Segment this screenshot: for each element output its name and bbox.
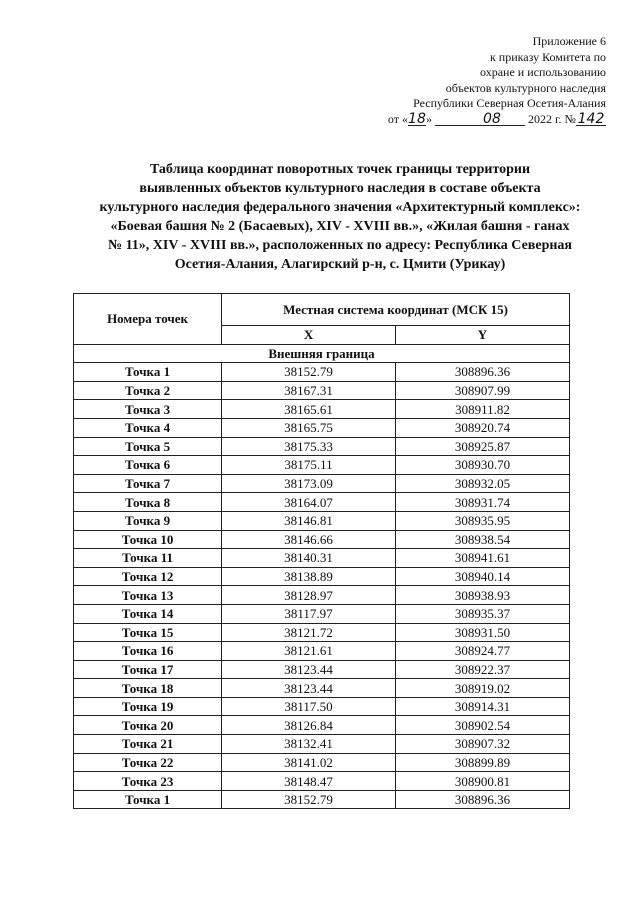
point-name-cell: Точка 12 bbox=[74, 567, 222, 586]
x-coordinate-cell: 38121.72 bbox=[222, 623, 396, 642]
point-name-cell: Точка 18 bbox=[74, 679, 222, 698]
order-date-mid: » bbox=[425, 111, 432, 126]
table-row bbox=[74, 753, 570, 772]
x-coordinate-cell: 38146.81 bbox=[222, 511, 396, 530]
republic-name-line: Республики Северная Осетия-Алания bbox=[413, 96, 606, 110]
x-coordinate-cell: 38123.44 bbox=[222, 660, 396, 679]
table-row bbox=[74, 604, 570, 623]
y-coordinate-cell: 308896.36 bbox=[396, 790, 570, 809]
x-coordinate-cell: 38138.89 bbox=[222, 567, 396, 586]
x-coordinate-cell: 38164.07 bbox=[222, 493, 396, 512]
point-name-cell: Точка 15 bbox=[74, 623, 222, 642]
table-row bbox=[74, 716, 570, 735]
point-name-cell: Точка 17 bbox=[74, 660, 222, 679]
x-column-header: X bbox=[222, 326, 396, 345]
y-coordinate-cell: 308932.05 bbox=[396, 474, 570, 493]
table-row bbox=[74, 697, 570, 716]
order-number: 142 bbox=[577, 110, 605, 127]
x-coordinate-cell: 38148.47 bbox=[222, 772, 396, 791]
x-coordinate-cell: 38165.61 bbox=[222, 400, 396, 419]
table-row bbox=[74, 511, 570, 530]
table-row bbox=[74, 642, 570, 661]
x-coordinate-cell: 38152.79 bbox=[222, 363, 396, 382]
point-name-cell: Точка 6 bbox=[74, 456, 222, 475]
y-coordinate-cell: 308930.70 bbox=[396, 456, 570, 475]
x-coordinate-cell: 38128.97 bbox=[222, 586, 396, 605]
point-name-cell: Точка 11 bbox=[74, 549, 222, 568]
table-row bbox=[74, 660, 570, 679]
document-header bbox=[326, 34, 606, 127]
order-day: 18 bbox=[408, 110, 426, 127]
point-name-cell: Точка 4 bbox=[74, 418, 222, 437]
point-name-cell: Точка 22 bbox=[74, 753, 222, 772]
point-name-cell: Точка 13 bbox=[74, 586, 222, 605]
y-coordinate-cell: 308924.77 bbox=[396, 642, 570, 661]
y-coordinate-cell: 308907.32 bbox=[396, 735, 570, 754]
x-coordinate-cell: 38146.66 bbox=[222, 530, 396, 549]
x-coordinate-cell: 38117.50 bbox=[222, 697, 396, 716]
order-date-prefix: от « bbox=[387, 111, 408, 126]
y-coordinate-cell: 308925.87 bbox=[396, 437, 570, 456]
y-coordinate-cell: 308919.02 bbox=[396, 679, 570, 698]
order-reference-line: к приказу Комитета по bbox=[489, 49, 606, 64]
x-coordinate-cell: 38175.33 bbox=[222, 437, 396, 456]
table-row bbox=[74, 586, 570, 605]
x-coordinate-cell: 38123.44 bbox=[222, 679, 396, 698]
table-row bbox=[74, 437, 570, 456]
table-row bbox=[74, 623, 570, 642]
y-coordinate-cell: 308941.61 bbox=[396, 549, 570, 568]
x-coordinate-cell: 38117.97 bbox=[222, 604, 396, 623]
title-line-2: выявленных объектов культурного наследия в составе объекта bbox=[139, 181, 541, 196]
heritage-objects-line: объектов культурного наследия bbox=[445, 80, 606, 95]
x-coordinate-cell: 38152.79 bbox=[222, 790, 396, 809]
point-name-cell: Точка 9 bbox=[74, 511, 222, 530]
point-name-cell: Точка 19 bbox=[74, 697, 222, 716]
point-name-cell: Точка 10 bbox=[74, 530, 222, 549]
title-line-1: Таблица координат поворотных точек границы территории bbox=[149, 162, 531, 177]
title-line-4: «Боевая башня № 2 (Басаевых), XIV - XVIII вв.», «Жилая башня - ганах bbox=[110, 219, 570, 234]
point-name-cell: Точка 21 bbox=[74, 735, 222, 754]
order-year-text: 2022 г. № bbox=[527, 111, 576, 126]
y-coordinate-cell: 308935.95 bbox=[396, 511, 570, 530]
table-row bbox=[74, 363, 570, 382]
y-coordinate-cell: 308920.74 bbox=[396, 418, 570, 437]
table-row bbox=[74, 790, 570, 809]
x-coordinate-cell: 38173.09 bbox=[222, 474, 396, 493]
point-name-cell: Точка 2 bbox=[74, 381, 222, 400]
point-name-cell: Точка 16 bbox=[74, 642, 222, 661]
point-name-cell: Точка 8 bbox=[74, 493, 222, 512]
coordinate-system-header: Местная система координат (МСК 15) bbox=[222, 294, 570, 326]
y-coordinate-cell: 308938.93 bbox=[396, 586, 570, 605]
committee-name-line: охране и использованию bbox=[480, 65, 606, 79]
x-coordinate-cell: 38167.31 bbox=[222, 381, 396, 400]
table-row bbox=[74, 772, 570, 791]
point-name-cell: Точка 14 bbox=[74, 604, 222, 623]
section-header: Внешняя граница bbox=[74, 344, 570, 363]
x-coordinate-cell: 38121.61 bbox=[222, 642, 396, 661]
point-name-cell: Точка 20 bbox=[74, 716, 222, 735]
table-row bbox=[74, 493, 570, 512]
point-name-cell: Точка 7 bbox=[74, 474, 222, 493]
y-coordinate-cell: 308907.99 bbox=[396, 381, 570, 400]
order-date-line bbox=[326, 112, 606, 128]
y-coordinate-cell: 308931.74 bbox=[396, 493, 570, 512]
title-line-6: Осетия-Алания, Алагирский р-н, с. Цмити (Урикау) bbox=[174, 257, 506, 272]
y-coordinate-cell: 308896.36 bbox=[396, 363, 570, 382]
y-coordinate-cell: 308935.37 bbox=[396, 604, 570, 623]
y-coordinate-cell: 308902.54 bbox=[396, 716, 570, 735]
title-line-3: культурного наследия федерального значения «Архитектурный комплекс»: bbox=[99, 200, 581, 215]
y-coordinate-cell: 308922.37 bbox=[396, 660, 570, 679]
document-title bbox=[70, 160, 610, 274]
table-row bbox=[74, 474, 570, 493]
appendix-label: Приложение 6 bbox=[532, 34, 606, 48]
x-coordinate-cell: 38140.31 bbox=[222, 549, 396, 568]
y-coordinate-cell: 308899.89 bbox=[396, 753, 570, 772]
table-row bbox=[74, 567, 570, 586]
table-row bbox=[74, 381, 570, 400]
y-coordinate-cell: 308938.54 bbox=[396, 530, 570, 549]
point-name-cell: Точка 1 bbox=[74, 363, 222, 382]
coordinates-table bbox=[73, 293, 570, 809]
y-column-header: Y bbox=[396, 326, 570, 345]
x-coordinate-cell: 38175.11 bbox=[222, 456, 396, 475]
point-name-cell: Точка 1 bbox=[74, 790, 222, 809]
point-name-cell: Точка 3 bbox=[74, 400, 222, 419]
x-coordinate-cell: 38141.02 bbox=[222, 753, 396, 772]
point-name-cell: Точка 23 bbox=[74, 772, 222, 791]
table-row bbox=[74, 735, 570, 754]
y-coordinate-cell: 308931.50 bbox=[396, 623, 570, 642]
point-name-cell: Точка 5 bbox=[74, 437, 222, 456]
order-month: 08 bbox=[483, 110, 501, 127]
y-coordinate-cell: 308900.81 bbox=[396, 772, 570, 791]
table-row bbox=[74, 418, 570, 437]
y-coordinate-cell: 308940.14 bbox=[396, 567, 570, 586]
x-coordinate-cell: 38165.75 bbox=[222, 418, 396, 437]
y-coordinate-cell: 308914.31 bbox=[396, 697, 570, 716]
table-row bbox=[74, 679, 570, 698]
x-coordinate-cell: 38126.84 bbox=[222, 716, 396, 735]
table-row bbox=[74, 400, 570, 419]
table-row bbox=[74, 549, 570, 568]
x-coordinate-cell: 38132.41 bbox=[222, 735, 396, 754]
title-line-5: № 11», XIV - XVIII вв.», расположенных по адресу: Республика Северная bbox=[108, 238, 572, 253]
y-coordinate-cell: 308911.82 bbox=[396, 400, 570, 419]
points-column-header: Номера точек bbox=[74, 294, 222, 345]
table-row bbox=[74, 456, 570, 475]
table-row bbox=[74, 530, 570, 549]
